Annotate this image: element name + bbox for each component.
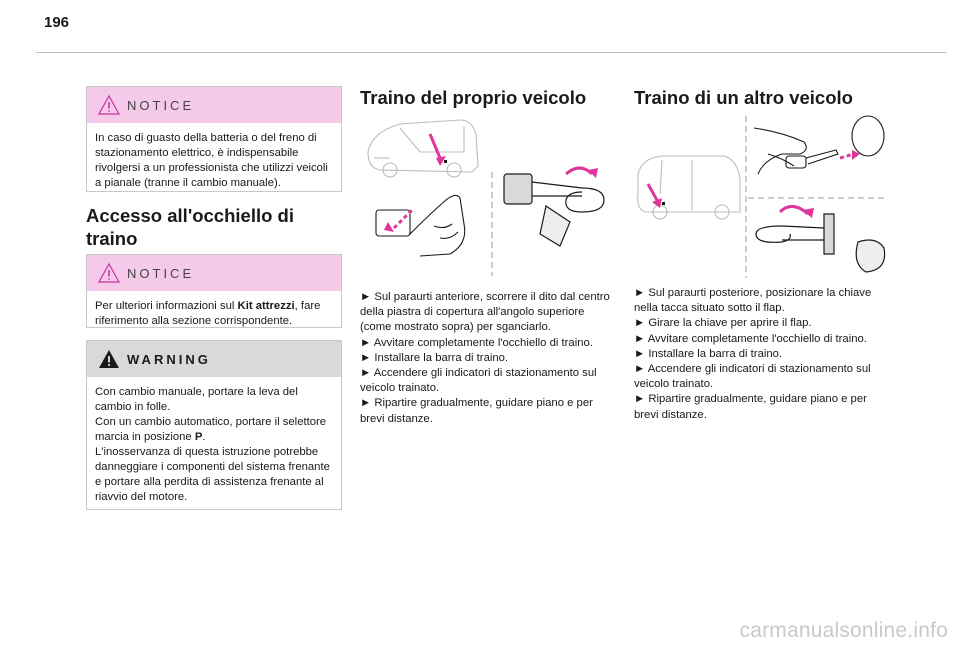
warning-text-1: Con cambio manuale, portare la leva del cambio in folle.: [95, 386, 298, 413]
step-2: ► Avvitare completamente l'occhiello di traino.: [360, 336, 593, 349]
warning-header: [87, 341, 341, 377]
step-3: ► Installare la barra di traino.: [360, 351, 509, 364]
section-title-own-vehicle: Traino del proprio veicolo: [360, 87, 587, 108]
notice-label: NOTICE: [127, 98, 195, 113]
step-5: ► Accendere gli indicatori di stazionamento sul veicolo trainato.: [634, 363, 871, 391]
notice-text: Per ulteriori informazioni sul Kit attrezzi, fare riferimento alla sezione corrispondente.: [95, 300, 321, 327]
rear-tow-eye-illustration: [632, 114, 888, 282]
step-5: ► Ripartire gradualmente, guidare piano e per brevi distanze.: [360, 397, 593, 425]
step-2: ► Girare la chiave per aprire il flap.: [634, 317, 812, 330]
section-title-other-vehicle: Traino di un altro veicolo: [634, 87, 853, 108]
warning-triangle-icon: [97, 348, 121, 370]
step-1: ► Sul paraurti anteriore, scorrere il dito dal centro della piastra di copertura all'angolo superiore (come mostrato sopra) per sganciarlo.: [360, 291, 610, 334]
notice-box-1: [86, 86, 342, 192]
warning-text-2: Con un cambio automatico, portare il selettore marcia in posizione P.: [95, 416, 327, 443]
step-6: ► Ripartire gradualmente, guidare piano e per brevi distanze.: [634, 393, 867, 421]
notice-box-2: [86, 254, 342, 328]
notice-text: In caso di guasto della batteria o del freno di stazionamento elettrico, è indispensabile rivolgersi a un professionista che utilizzi veicoli a pianale (tranne il cambio manuale).: [95, 132, 328, 189]
notice-header: [87, 255, 341, 291]
section-title-access: Accesso all'occhiello di traino: [86, 205, 294, 249]
step-3: ► Avvitare completamente l'occhiello di traino.: [634, 332, 867, 345]
warning-triangle-icon: [97, 94, 121, 116]
notice-label: NOTICE: [127, 266, 195, 281]
step-1: ► Sul paraurti posteriore, posizionare la chiave nella tacca situato sotto il flap.: [634, 287, 872, 315]
step-4: ► Accendere gli indicatori di stazionamento sul veicolo trainato.: [360, 367, 597, 395]
watermark: carmanualsonline.info: [739, 619, 948, 642]
warning-box: [86, 340, 342, 510]
steps-other-vehicle: [634, 286, 890, 423]
steps-own-vehicle: [360, 290, 618, 427]
warning-triangle-icon: [97, 262, 121, 284]
warning-text-3: L'inosservanza di questa istruzione potrebbe danneggiare i componenti del sistema frenante e portare alla perdita di assistenza frenante al riavvio del motore.: [95, 446, 330, 503]
notice-header: [87, 87, 341, 123]
step-4: ► Installare la barra di traino.: [634, 347, 783, 360]
front-tow-eye-illustration: [360, 114, 610, 284]
header-rule: [36, 52, 946, 53]
warning-label: WARNING: [127, 352, 211, 367]
page-number: 196: [44, 14, 70, 31]
